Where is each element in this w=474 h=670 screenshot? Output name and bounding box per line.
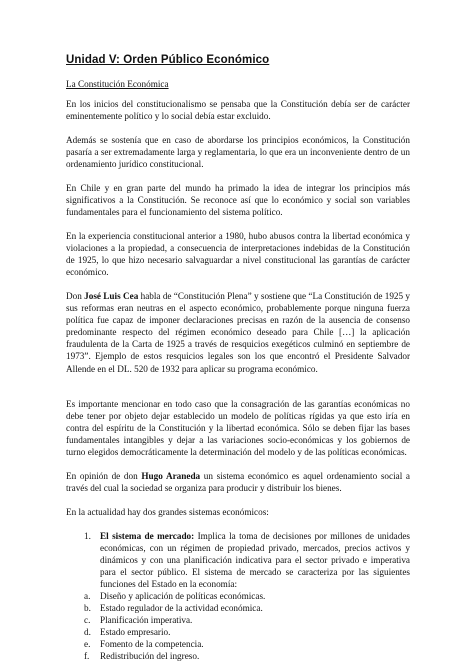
p5-body: habla de “Constitución Plena” y sostiene que “La Constitución de 1925 y sus reformas eran neutras en el aspecto económico, probablemente porque ninguna fuerza política fue capaz de imponer declaraciones precisas en razón de la ausencia de consenso predominante respecto del régimen económico deseado para Chile […] la aplicación fraudulenta de la Carta de 1925 a través de resquicios exegéticos culminó en septiembre de 1973”. Ejemplo de estos resquicios legales son los que encontró el Presidente Salvador Allende en el DL. 520 de 1932 para aplicar su programa económico. (66, 291, 411, 374)
list-item (84, 614, 410, 626)
paragraph-7 (66, 470, 410, 494)
list-item-text: Estado regulador de la actividad económica. (100, 603, 263, 614)
list-letter: b. (84, 603, 91, 614)
list-item-text: Planificación imperativa. (100, 615, 193, 626)
author-cea: José Luis Cea (84, 291, 139, 301)
list-letter: d. (84, 627, 91, 638)
author-araneda: Hugo Araneda (141, 471, 201, 481)
list-letter: c. (84, 615, 91, 626)
list-item (84, 590, 410, 602)
paragraph-2: Además se sostenía que en caso de abordarse los principios económicos, la Constitución pasaría a ser extremadamente larga y reglamentaria, lo que era un inconveniente dentro de un ordenamiento jurídico constitucional. (66, 135, 410, 170)
list-letter: f. (84, 651, 90, 662)
list-item (84, 638, 410, 650)
paragraph-4: En la experiencia constitucional anterior a 1980, hubo abusos contra la libertad económica y violaciones a la propiedad, a consecuencia de interpretaciones indebidas de la Constitución de 1925, lo que hizo necesario salvaguardar a nivel constitucional las garantías de carácter económico. (66, 231, 410, 278)
market-system-label: El sistema de mercado: (100, 531, 195, 541)
p5-lead: Don (66, 291, 85, 301)
unit-title: Unidad V: Orden Público Económico (66, 54, 270, 66)
list-item-text: Redistribución del ingreso. (100, 651, 200, 662)
list-letter: a. (84, 591, 91, 601)
list-item (84, 650, 410, 662)
paragraph-3: En Chile y en gran parte del mundo ha primado la idea de integrar los principios más significativos a la Constitución. Se reconoce así que lo económico y social son variables fundamentales para el funcionamiento del sistema político. (66, 183, 410, 218)
paragraph-8: En la actualidad hay dos grandes sistemas económicos: (66, 507, 269, 517)
p7-body: un sistema económico es aquel ordenamiento social a través del cual la sociedad se organiza para producir y distribuir los bienes. (66, 471, 411, 494)
list-item-text: Estado empresario. (100, 627, 171, 638)
list-item-text: Diseño y aplicación de políticas económicas. (100, 591, 266, 601)
paragraph-6: Es importante mencionar en todo caso que la consagración de las garantías económicas no debe tener por objeto dejar establecido un modelo de políticas rígidas ya que esto iría en contra del espíritu de la Constitución y la libertad económica. Sólo se deben fijar las bases fundamentales intangibles y dejar a las variaciones socio-económicas y los gobiernos de turno elegidos democráticamente la determinación del modelo y de las políticas económicas. (66, 399, 410, 458)
list-letter: e. (84, 639, 91, 650)
paragraph-1: En los inicios del constitucionalismo se pensaba que la Constitución debía ser de carácter eminentemente político y lo social debía estar excluido. (66, 99, 410, 122)
list-item-text (100, 530, 410, 590)
list-item (84, 602, 410, 614)
paragraph-5 (66, 290, 410, 375)
market-system-description: Implica la toma de decisiones por millones de unidades económicas, con un régimen de propiedad privado, mercados, precios activos y dinámicos y con una planificación indicativa para el sector privado e imperativa para el sector público. El sistema de mercado se caracteriza por las siguientes funciones del Estado en la economía: (100, 531, 410, 590)
list-item-text: Fomento de la competencia. (100, 639, 204, 650)
list-number: 1. (84, 531, 91, 541)
state-functions-list (84, 590, 410, 663)
section-subtitle: La Constitución Económica (66, 79, 169, 89)
list-item (84, 626, 410, 638)
p7-lead: En opinión de don (66, 471, 142, 481)
